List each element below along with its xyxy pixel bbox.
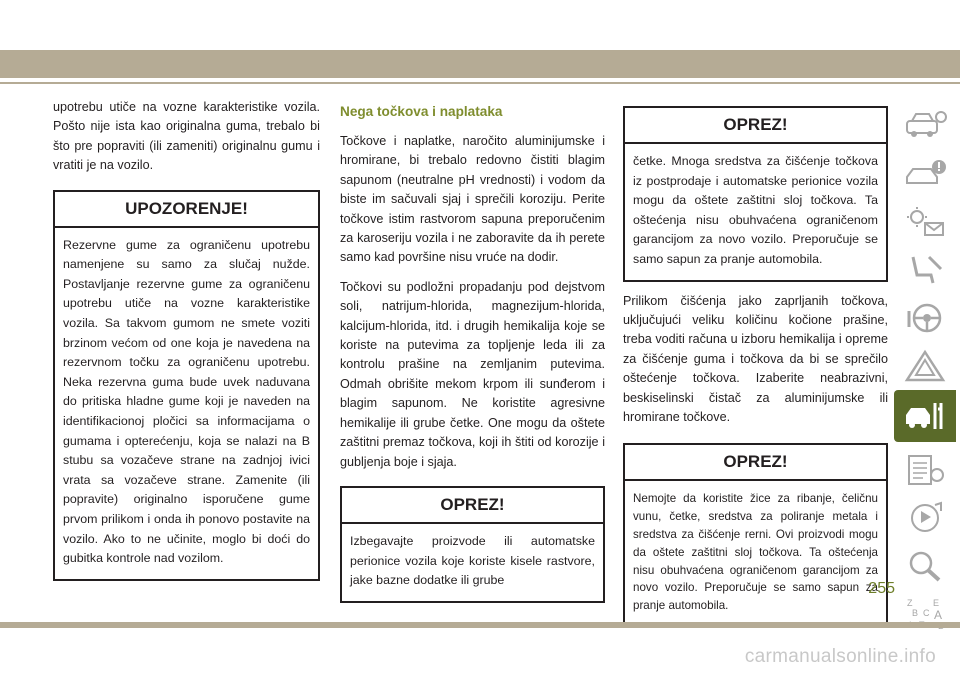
caution-continued-title: OPREZ! <box>625 108 886 144</box>
caution-2-title: OPREZ! <box>625 445 886 481</box>
warning-title: UPOZORENJE! <box>55 192 318 228</box>
specifications-icon[interactable] <box>894 446 956 494</box>
index-letter-z: Z <box>907 598 913 608</box>
header-rule <box>0 82 960 84</box>
caution-title: OPREZ! <box>342 488 603 524</box>
hazard-icon[interactable] <box>894 342 956 390</box>
watermark: carmanualsonline.info <box>744 646 936 667</box>
cleaning-paragraph: Prilikom čišćenja jako zaprljanih točkova, uključujući veliku količinu kočione prašine, treba voditi računa u izboru hemikalija i opreme za čišćenje guma i točkova da bi se sprečilo oštećenje točkova. Izaberite neabrazivni, beskiselinski čistač za aluminijumske ili hromirane točkove. <box>623 293 888 424</box>
caution-text: Izbegavajte proizvode ili automatske perionice vozila koje koriste kisele rastvore, jake bazne dodatke ili grube <box>350 533 595 588</box>
caution-continued-text: četke. Mnoga sredstva za čišćenje točkova iz postprodaje i automatske perionice vozila mogu da oštete zaštitni sloj točkova. Ta oštećenja nisu obuhvaćena ograničenom garancijom za novo vozilo. Preporučuje se samo sapun za pranje automobila. <box>633 154 878 266</box>
index-letter-c: C <box>923 608 930 618</box>
header-band <box>0 50 960 78</box>
multimedia-icon[interactable] <box>894 494 956 542</box>
car-info-icon[interactable] <box>894 102 956 150</box>
warning-text: Rezervne gume za ograničenu upotrebu namenjene su samo za slučaj nužde. Postavljanje rezervne gume za ograničenu upotrebu utiče na vozne karakteristike vozila. Sa takvom gumom ne smete voziti brzinom većom od one koja je navedena na rezervnom točku za ograničenu upotrebu. Neka rezervna guma bude uvek naduvana do pritiska hladne gume koji je naveden na identifikacionoj pločici sa informacijama o gumama i opterećenju, koja se nalazi na B stubu sa vozačeve strane na zadnjoj ivici vrata sa vozačeve strane. Zamenite (ili popravite) originalno isporučene gume prvom prilikom i onda ih ponovo postavite na vozilo. Ako to ne učinite, moglo bi doći do gubitka kontrole nad vozilom. <box>63 237 310 566</box>
column-3 <box>623 106 888 638</box>
warning-light-icon[interactable] <box>894 150 956 198</box>
column-1 <box>53 98 320 591</box>
caution-box-2 <box>623 443 888 628</box>
caution-box <box>340 486 605 603</box>
caution-2-text: Nemojte da koristite žice za ribanje, čeličnu vunu, četke, sredstva za poliranje metala i sredstva za čišćenje rerni. Ovi proizvodi mogu da oštete zaštitni sloj točkova. Ta oštećenja nisu obuhvaćena ograničenom garancijom za novo vozilo. Preporučuje se samo sapun za pranje automobila. <box>633 492 878 613</box>
page-number: 255 <box>868 580 895 597</box>
intro-paragraph: upotrebu utiče na vozne karakteristike vozila. Pošto nije ista kao originalna guma, trebalo bi što pre popraviti (ili zameniti) originalnu gumu i vratiti je na vozilo. <box>53 100 320 173</box>
column-2 <box>340 104 605 613</box>
wheel-care-paragraph-1: Točkove i naplatke, naročito aluminijumske i hromirane, bi trebalo redovno čistiti blagim sapunom (neutralne pH vrednosti) i vodom da biste im sačuvali sjaj i sprečili koroziju. Perite točkove istim rastvorom sapuna preporučenim za karoseriju vozila i ne zaboravite da ih perete samo kad površine nisu vruće na dodir. <box>340 134 605 265</box>
index-icon[interactable] <box>894 590 956 638</box>
wheel-care-paragraph-2: Točkovi su podložni propadanju pod dejstvom soli, natrijum-hlorida, magnezijum-hlorida, kalcijum-hlorida, itd. i drugih hemikalija koje se koriste na putevima za topljenje leda ili za kontrolu prašine na zemljanim putevima. Odmah obrišite mekom krpom ili sunđerom i blagim sapunom. Ne koristite agresivne hemikalije ili grube četke. One mogu da oštete zaštitni premaz točkova, koji ih štiti od korozije i gubljenja boje i sjaja. <box>340 279 605 469</box>
steering-wheel-icon[interactable] <box>894 294 956 342</box>
caution-box-continued <box>623 106 888 282</box>
index-letter-e: E <box>933 598 940 608</box>
search-icon[interactable] <box>894 542 956 590</box>
index-letter-a: A <box>934 608 943 622</box>
car-service-icon[interactable] <box>894 390 956 442</box>
section-heading: Nega točkova i naplataka <box>340 104 503 119</box>
index-letter-b: B <box>912 608 919 618</box>
footer-band <box>0 622 960 628</box>
warning-box <box>53 190 320 581</box>
seat-icon[interactable] <box>894 246 956 294</box>
dashboard-lights-icon[interactable] <box>894 198 956 246</box>
